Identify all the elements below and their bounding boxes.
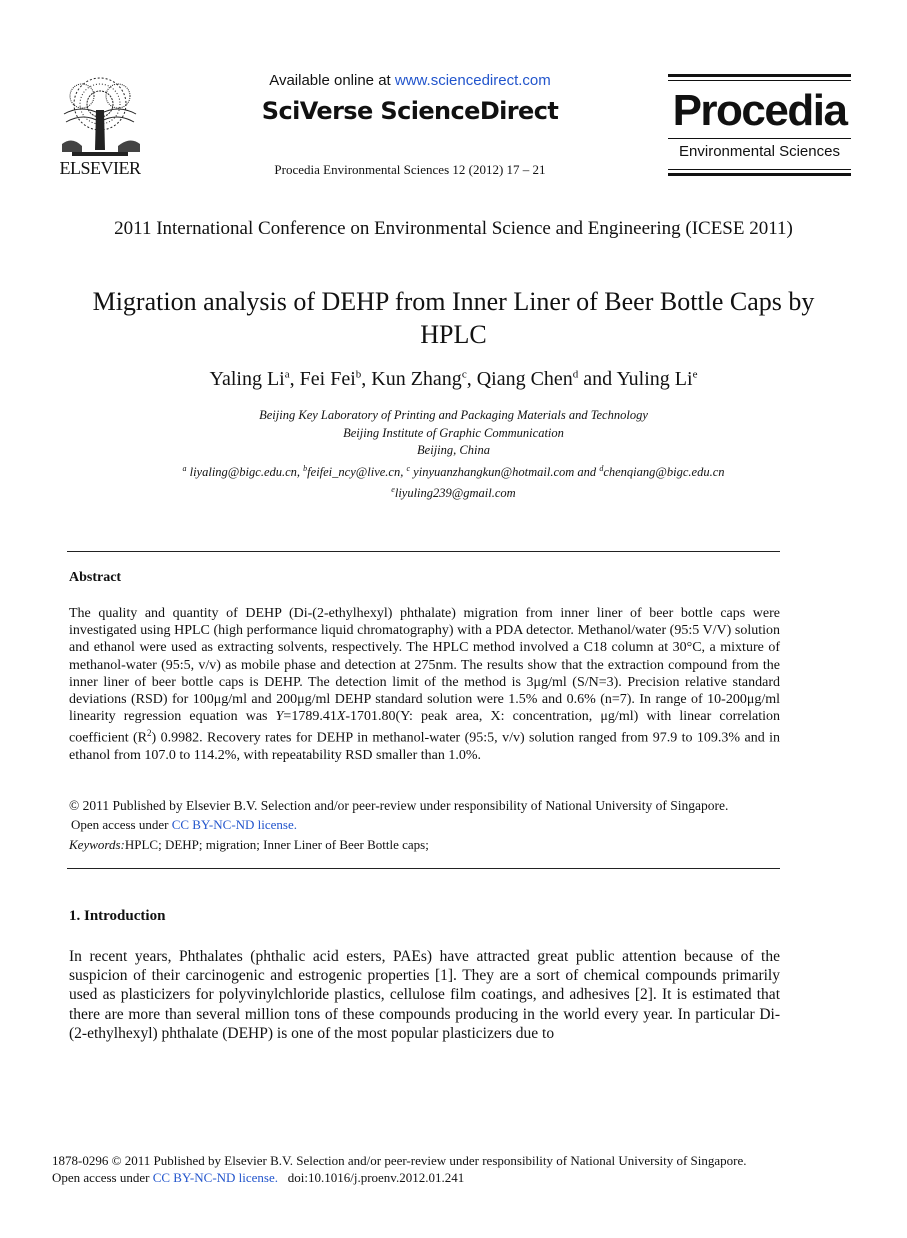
footer-issn-line: 1878-0296 © 2011 Published by Elsevier B.V. Selection and/or peer-review under responsibility of National University of Singapore. xyxy=(52,1153,747,1168)
email-d: chenqiang@bigc.edu.cn xyxy=(603,464,725,479)
author-separator: and xyxy=(578,368,617,390)
available-online-line xyxy=(250,72,570,89)
author-affiliation-mark: c xyxy=(461,368,467,381)
sciencedirect-link[interactable]: www.sciencedirect.com xyxy=(394,72,551,89)
email-line xyxy=(60,481,847,503)
author-affiliation-mark: d xyxy=(572,368,579,381)
equation-y: Y xyxy=(275,709,284,725)
author-name: Qiang Chen xyxy=(476,368,573,390)
email-mark: a xyxy=(182,463,187,473)
elsevier-tree-icon xyxy=(52,74,148,158)
author-list xyxy=(60,368,847,391)
journal-reference: Procedia Environmental Sciences 12 (2012) 17 – 21 xyxy=(274,162,546,177)
email-b: feifei_ncy@live.cn, xyxy=(307,464,404,479)
email-mark: e xyxy=(391,485,395,495)
abstract-text: -1701.80(Y: peak area, X: concentration, μg/ml) with linear correlation coefficient (R xyxy=(69,709,780,747)
license-link[interactable]: CC BY-NC-ND license. xyxy=(171,817,298,832)
paper-title: Migration analysis of DEHP from Inner Liner of Beer Bottle Caps by HPLC xyxy=(92,287,815,349)
equation-x: X xyxy=(336,709,346,725)
procedia-logo xyxy=(668,74,851,176)
procedia-bottom-thin-rule xyxy=(668,169,851,170)
affiliation-block xyxy=(60,407,847,503)
author-name: Fei Fei xyxy=(299,368,356,390)
available-online-prefix: Available online at xyxy=(269,72,395,89)
author-separator: , xyxy=(289,368,300,390)
procedia-bottom-rule xyxy=(668,173,851,176)
footer-license-line xyxy=(52,1170,852,1186)
footer-open-access-prefix: Open access under xyxy=(52,1170,153,1185)
author-affiliation-mark: e xyxy=(692,368,698,381)
r-squared-superscript: 2 xyxy=(147,728,152,739)
email-a: liyaling@bigc.edu.cn, xyxy=(189,464,301,479)
procedia-subtitle: Environmental Sciences xyxy=(679,143,840,160)
abstract-top-rule xyxy=(67,551,780,552)
elsevier-wordmark: ELSEVIER xyxy=(59,158,141,178)
email-c: yinyuanzhangkun@hotmail.com and xyxy=(413,464,597,479)
keywords-label: Keywords: xyxy=(69,837,125,852)
conference-name: 2011 International Conference on Environmental Science and Engineering (ICESE 2011) xyxy=(114,218,793,239)
abstract-body xyxy=(69,605,780,764)
author-separator: , xyxy=(466,368,477,390)
sciverse-sciencedirect-logo: SciVerse ScienceDirect xyxy=(261,97,559,125)
procedia-wordmark: Procedia xyxy=(672,86,847,135)
abstract-text: ) 0.9982. Recovery rates for DEHP in methanol-water (95:5, v/v) solution ranged from 97.9 to 109.3% and in ethanol from 107.0 to 114.2%, with repeatability RSD smaller than 1.0%. xyxy=(69,731,780,764)
introduction-body: In recent years, Phthalates (phthalic acid esters, PAEs) have attracted great public attention because of the suspicion of their carcinogenic and estrogenic properties [1]. They are a sort of chemical compounds primarily used as plasticizers for polyvinylchloride plastics, cellulose film coatings, and adhesives [2]. It is estimated that there are more than several million tons of these compounds producing in the world every year. In particular Di-(2-ethylhexyl) phthalate (DEHP) is one of the most popular plasticizers due to xyxy=(69,948,780,1042)
footer-doi: doi:10.1016/j.proenv.2012.01.241 xyxy=(287,1170,465,1185)
email-mark: b xyxy=(303,463,308,473)
author-name: Yuling Li xyxy=(616,368,693,390)
email-mark: d xyxy=(599,463,604,473)
keywords-line xyxy=(69,837,780,853)
affiliation-line: Beijing, China xyxy=(417,443,490,457)
abstract-heading: Abstract xyxy=(69,570,122,585)
abstract-bottom-rule xyxy=(67,868,780,869)
keywords-list: HPLC; DEHP; migration; Inner Liner of Beer Bottle caps; xyxy=(124,837,429,852)
author-affiliation-mark: b xyxy=(355,368,362,381)
elsevier-logo xyxy=(52,74,148,178)
procedia-mid-rule xyxy=(668,138,851,139)
open-access-prefix: Open access under xyxy=(71,817,172,832)
procedia-top-thin-rule xyxy=(668,80,851,81)
abstract-text: The quality and quantity of DEHP (Di-(2-ethylhexyl) phthalate) migration from inner liner of beer bottle caps were investigated using HPLC (high performance liquid chromatography) with a PDA detector. Methanol/water (95:5 V/V) solution and ethanol were used as extracting solvents, respectively. The HPLC method involved a C18 column at 30°C, a mixture of methanol-water (95:5, v/v) as mobile phase and detection at 275nm. The results show that the extraction compound from the inner liner of beer bottle caps is DEHP. The detection limit of the method is 3μg/ml (S/N=3). Precision relative standard deviations (RSD) for 100μg/ml and 200μg/ml DEHP standard solution were 1.5% and 0.6% (n=7). In range of 10-200μg/ml linearity regression equation was xyxy=(69,606,780,725)
copyright-notice: © 2011 Published by Elsevier B.V. Selection and/or peer-review under responsibility of National University of Singapore. xyxy=(69,798,729,813)
email-line xyxy=(60,460,847,482)
procedia-top-rule xyxy=(668,74,851,77)
author-separator: , xyxy=(361,368,372,390)
email-e: liyuling239@gmail.com xyxy=(394,486,516,501)
affiliation-line: Beijing Key Laboratory of Printing and Packaging Materials and Technology xyxy=(259,408,648,422)
introduction-heading: 1. Introduction xyxy=(69,908,166,924)
author-name: Kun Zhang xyxy=(371,368,462,390)
author-name: Yaling Li xyxy=(209,368,285,390)
equation-coefficient: =1789.41 xyxy=(283,709,337,725)
author-affiliation-mark: a xyxy=(284,368,290,381)
affiliation-line: Beijing Institute of Graphic Communication xyxy=(343,425,564,440)
footer-license-link[interactable]: CC BY-NC-ND license. xyxy=(152,1170,279,1185)
email-mark: c xyxy=(406,463,411,473)
open-access-notice xyxy=(71,817,297,833)
